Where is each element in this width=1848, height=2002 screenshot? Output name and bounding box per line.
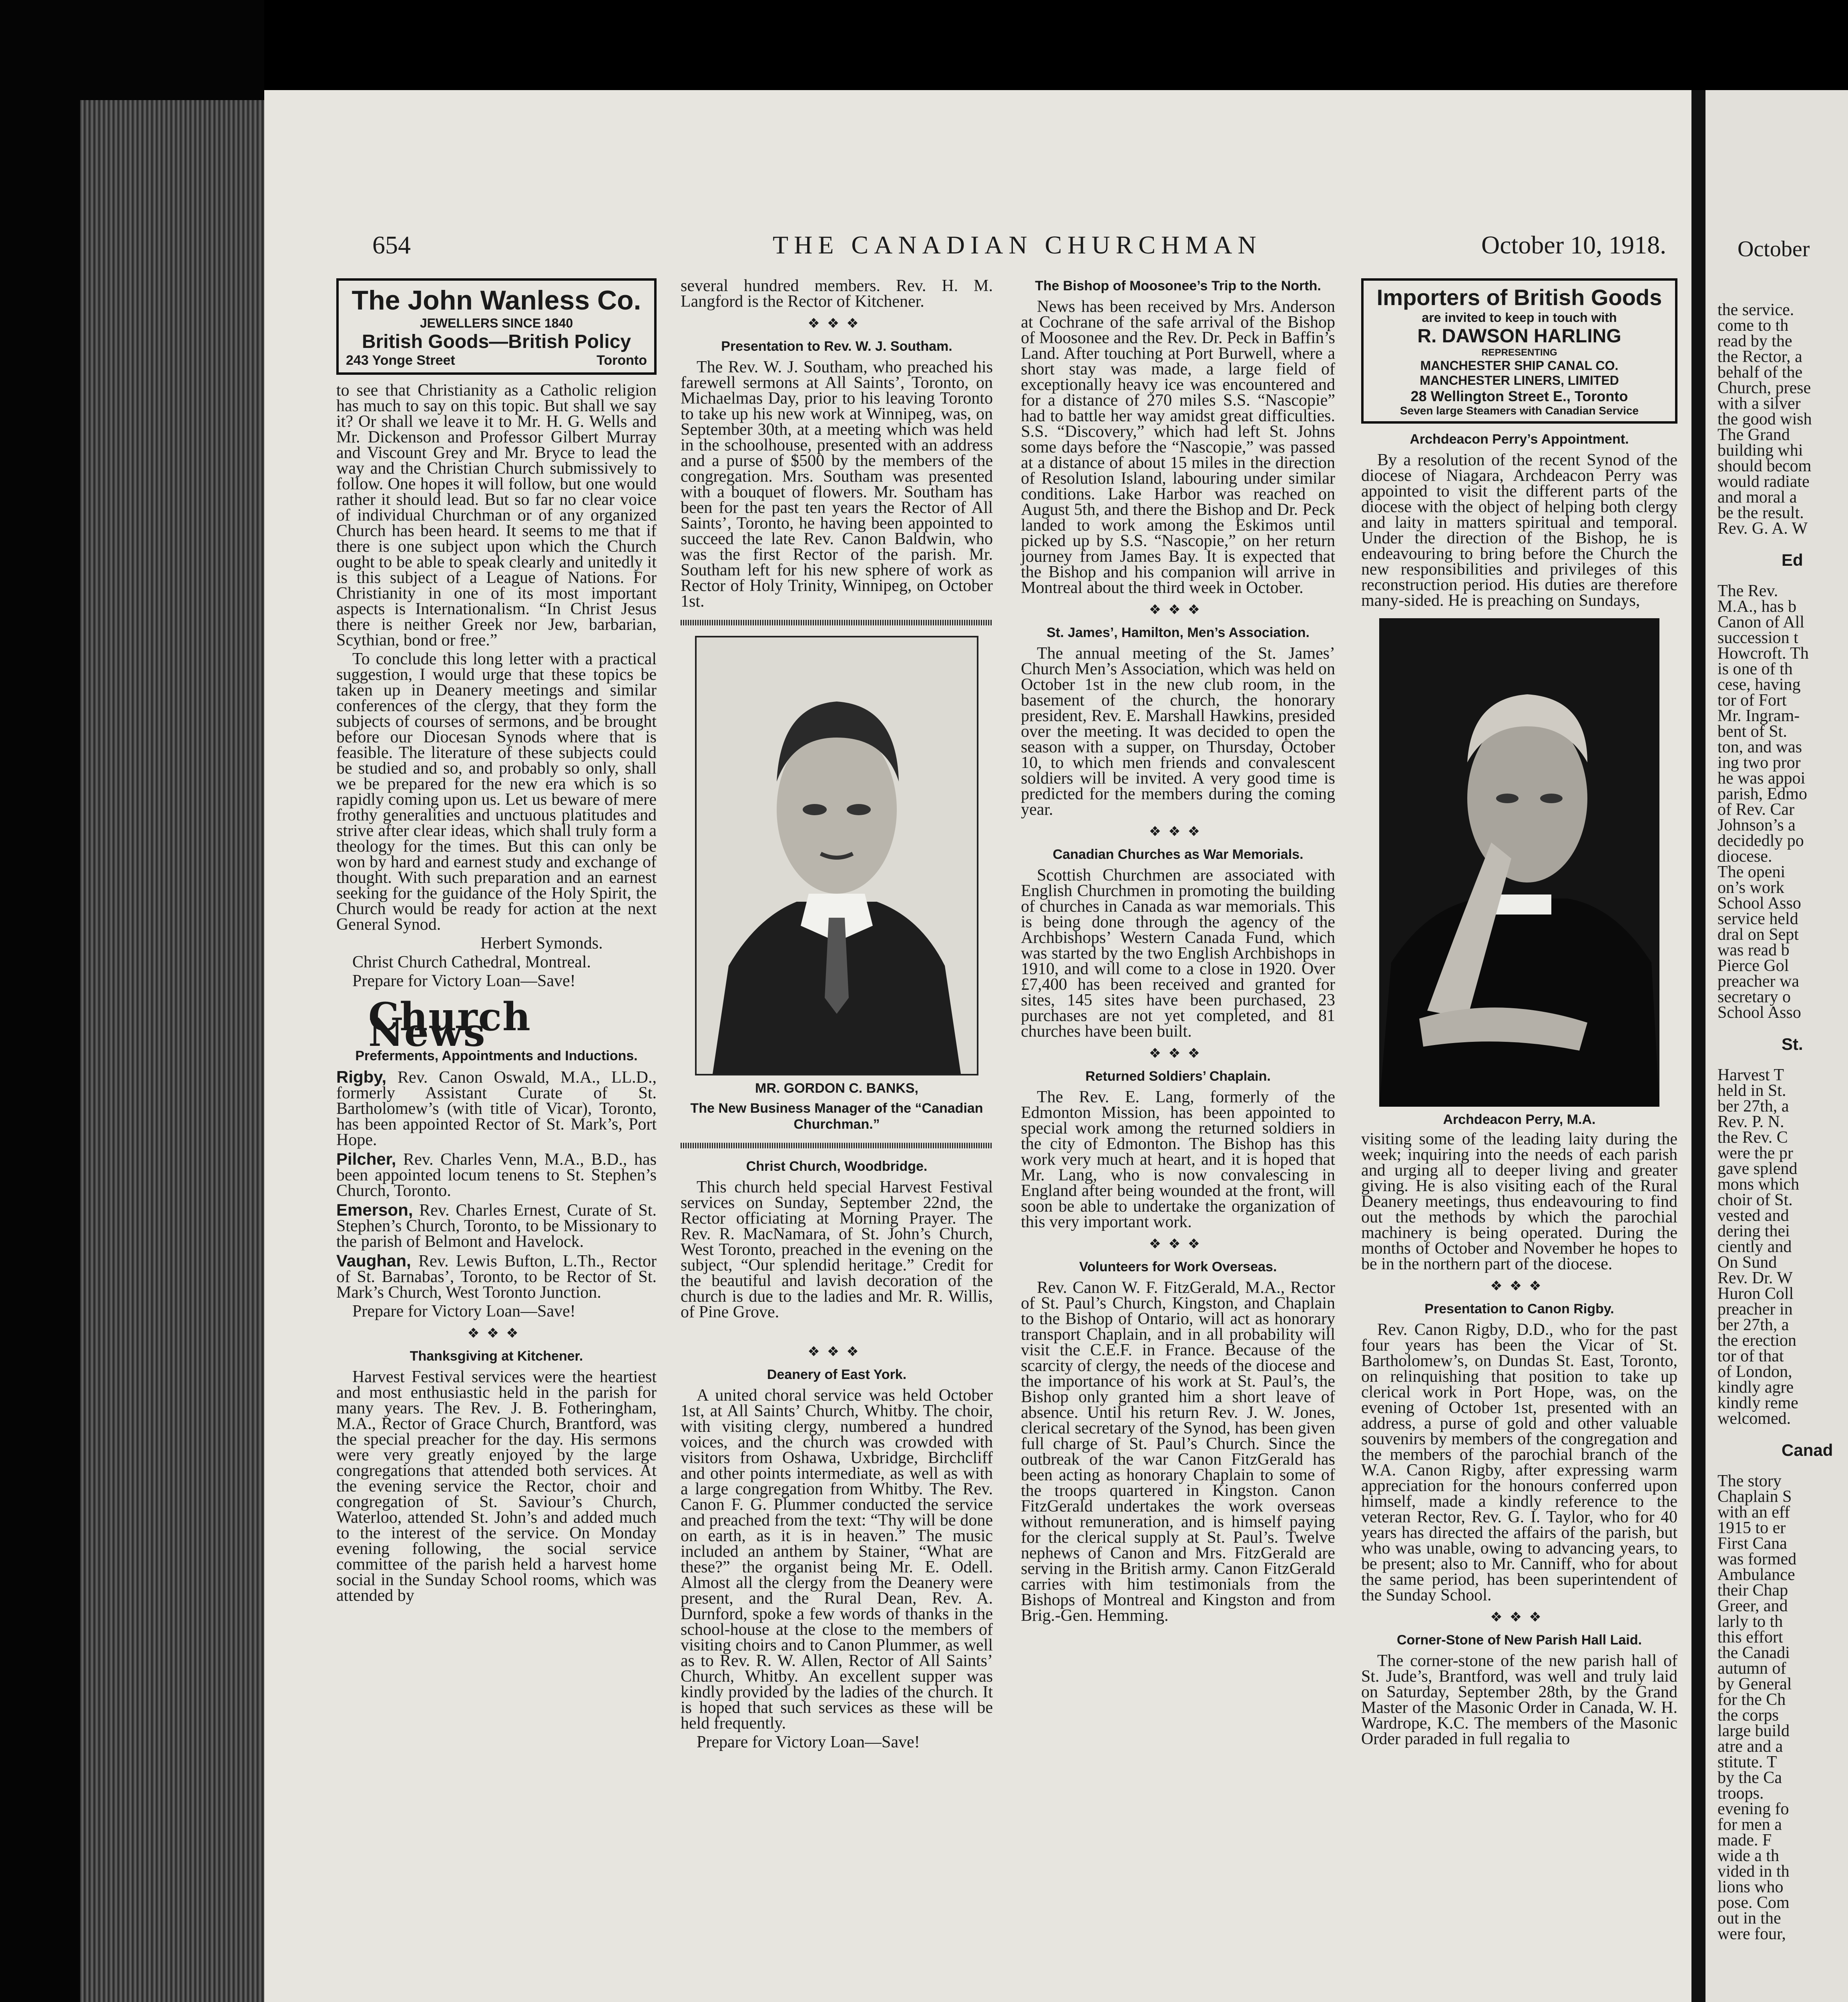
ad-representing: REPRESENTING [1481,347,1557,358]
section-heading: Deanery of East York. [767,1367,907,1382]
adjacent-page-line: would radiate [1717,472,1810,491]
adjacent-page-line: Rev. P. N. [1717,1113,1784,1131]
adjacent-page-line: building whi [1717,441,1803,460]
section-heading: Preferments, Appointments and Inductions. [355,1048,638,1064]
adjacent-page-line: Chaplain S [1717,1487,1792,1506]
adjacent-page-line: the service. [1717,301,1794,319]
ad-title: Importers of British Goods [1376,285,1662,310]
preferment-text: Rev. Charles Ernest, Curate of St. Stephen’s Church, Toronto, to be Missionary to the parish of Belmont and Havelock. [336,1201,657,1251]
ad-company-2: MANCHESTER LINERS, LIMITED [1420,373,1619,388]
adjacent-page-line: On Sund [1717,1253,1777,1272]
adjacent-page-line: stitute. T [1717,1753,1777,1771]
article-text: A united choral service was held October 1st, at All Saints’ Church, Whitby. The choir, with visiting clergy, numbered a hundred voices, and the church was crowded with visitors from Oshawa, Uxbridge, Birchcliff and other points intermediate, as well as with a large congregation from Whitby. The Rev. Canon F. G. Plummer conducted the service and preached from the text: “Thy will be done on earth, as it is in heaven.” The music included an anthem by Stainer, “What are these?” the organist being Mr. E. Odell. Almost all the clergy from the Deanery were present, and the Rural Dean, Rev. A. Durnford, spoke a few words of thanks in the school-house at the close to the members of visiting choirs and to Canon Plummer, as well as to Rev. R. W. Allen, Rector of All Saints’ Church, Whitby. An excellent supper was kindly provided by the ladies of the church. It is hoped that such services as these will be held frequently. [681,1386,993,1733]
adjacent-page-line: ton, and was [1717,738,1802,756]
section-heading: St. James’, Hamilton, Men’s Association. [1047,625,1310,640]
adjacent-page-line: Mr. Ingram- [1717,707,1800,725]
adjacent-page-line [1717,1021,1846,1036]
adjacent-page-line: dering thei [1717,1222,1790,1240]
rule-divider [681,620,993,625]
article-text: The corner-stone of the new parish hall of St. Jude’s, Brantford, was well and truly laid on Saturday, September 28th, by the Grand Master of the Masonic Order in Canada, W. H. Wardrope, K.C. The members of the Masonic Order paraded in full regalia to [1361,1652,1677,1749]
section-heading: Presentation to Canon Rigby. [1424,1301,1614,1317]
adjacent-page-line: should becom [1717,457,1812,475]
adjacent-page-line: The Grand [1717,426,1790,444]
adjacent-page-line: diocese. [1717,847,1772,866]
adjacent-page-line: ber 27th, a [1717,1316,1789,1334]
preferment-entry [336,1069,657,1148]
running-head [264,230,1689,266]
adjacent-page-line: Greer, and [1717,1597,1788,1615]
ornament: ❖❖❖ [1490,1610,1549,1625]
adjacent-page-line: by the Ca [1717,1769,1782,1787]
ad-slogan: British Goods—British Policy [362,331,631,352]
adjacent-page-line: troops. [1717,1784,1764,1803]
adjacent-page-line: mons which [1717,1175,1800,1194]
adjacent-page-line: St. [1782,1035,1803,1053]
adjacent-page-line: First Cana [1717,1534,1787,1553]
adjacent-page-line: Pierce Gol [1717,957,1789,975]
adjacent-page-line: were four, [1717,1925,1786,1943]
ad-address: 243 Yonge Street [346,353,455,368]
ornament: ❖❖❖ [1149,824,1207,839]
preferment-text: Rev. Lewis Bufton, L.Th., Rector of St. Barnabas’, Toronto, to be Rector of St. Mark’s Church, West Toronto Junction. [336,1252,657,1302]
adjacent-page-line: made. F [1717,1831,1772,1849]
adjacent-page-line: come to th [1717,316,1789,335]
adjacent-page-line: the corps [1717,1706,1779,1725]
adjacent-page-line: welcomed. [1717,1409,1791,1428]
adjacent-page-line: Canon of All [1717,613,1804,631]
ad-company-name: The John Wanless Co. [352,285,641,316]
adjacent-page-header: October [1738,237,1810,261]
adjacent-page-line: behalf of the [1717,363,1803,382]
adjacent-page-line: Rev. G. A. W [1717,519,1808,538]
page-number: 654 [372,231,411,259]
adjacent-page-line: on’s work [1717,878,1784,897]
letter-paragraph: To conclude this long letter with a practical suggestion, I would urge that these topics be taken up in Deanery meetings and similar conferences of the clergy, that they form the subjects of courses of sermons, and be brought before our Diocesan Synods where that is feasible. The literature of these subjects could be studied and so, and probably so only, shall we be prepared for the new era which is so rapidly coming upon us. Let us beware of mere frothy generalities and unctuous platitudes and strive after clear ideas, which shall truly form a theology for the times. But this can only be won by hard and earnest study and exchange of thought. With such preparation and an earnest seeking for the guidance of the Holy Spirit, the Church would be ready for action at the next General Synod. [336,650,657,934]
adjacent-page-line: wide a th [1717,1847,1779,1865]
adjacent-page-line: by General [1717,1675,1792,1693]
adjacent-page-line: was formed [1717,1550,1797,1568]
preferment-name: Vaughan, [336,1251,411,1270]
adjacent-page-line: The story [1717,1472,1782,1490]
preferment-entry [336,1253,657,1300]
adjacent-page-line: for the Ch [1717,1690,1786,1709]
adjacent-page-line: held in St. [1717,1081,1786,1100]
adjacent-page-line: the Rector, a [1717,348,1802,366]
letter-paragraph: to see that Christianity as a Catholic religion has much to say on this topic. But shall we say it? Or shall we leave it to Mr. H. G. Wells and Mr. Dickenson and Professor Gilbert Murray and Viscount Grey and Mr. Bryce to lead the way and the Christian Church submissively to follow. One hopes it will follow, but one would rather it should lead. But so far no clear voice of individual Churchman or of any organized Church has been heard. It seems to me that if there is one subject upon which the Church ought to be able to speak clearly and unitedly it is this subject of a League of Nations. For Christianity in one of its most important aspects is Internationalism. “In Christ Jesus there is neither Greek nor Jew, barbarian, Scythian, bond or free.” [336,381,657,650]
ornament: ❖❖❖ [1149,603,1207,617]
column-1 [336,278,657,1607]
adjacent-page-line: ber 27th, a [1717,1097,1789,1116]
adjacent-page-line: gave splend [1717,1160,1798,1178]
preferment-entry [336,1202,657,1250]
section-heading: Corner-Stone of New Parish Hall Laid. [1396,1632,1642,1648]
adjacent-page-line: was read b [1717,941,1790,959]
adjacent-page-line: kindly agre [1717,1378,1794,1397]
section-heading: Presentation to Rev. W. J. Southam. [721,339,952,354]
adjacent-page-line: for men a [1717,1815,1782,1834]
adjacent-page-line: Ambulance [1717,1566,1795,1584]
article-text: Scottish Churchmen are associated with English Churchmen in promoting the building of churches in Canada as war memorials. This is being done through the agency of the Archbishops’ Western Canada Fund, which was started by the two English Archbishops in 1910, and will come to a close in 1920. Over £7,400 has been received and granted for sites, 145 sites have been purchased, 23 purchases are not yet completed, and 81 churches have been built. [1021,866,1335,1041]
adjacent-page-line: Church, prese [1717,379,1811,397]
adjacent-page-line [1717,1458,1846,1473]
adjacent-page-line: large build [1717,1722,1790,1740]
adjacent-page-line: succession t [1717,629,1798,647]
adjacent-page-line: vided in th [1717,1862,1790,1881]
adjacent-page-column [1717,302,1846,1942]
adjacent-page-line: lions who [1717,1878,1784,1896]
victory-loan-notice: Prepare for Victory Loan—Save! [697,1733,920,1751]
adjacent-page-line: ing two pror [1717,754,1801,772]
article-text: The annual meeting of the St. James’ Church Men’s Association, which was held on October 1st in the new club room, in the basement of the church, the honorary president, Rev. E. Marshall Hawkins, presided over the meeting. It was decided to open the season with a supper, on Thursday, October 10, to which men friends and convalescent soldiers will be invited. A very good time is predicted for the members during the coming year. [1021,644,1335,819]
adjacent-page-line: Howcroft. Th [1717,644,1809,663]
adjacent-page-line: be the result. [1717,504,1804,522]
adjacent-page-line: Johnson’s a [1717,816,1796,834]
preferment-entry [336,1151,657,1199]
adjacent-page-line: dral on Sept [1717,925,1799,944]
ad-line: are invited to keep in touch with [1422,310,1617,325]
adjacent-page-line: preacher wa [1717,972,1800,991]
adjacent-page-line: read by the [1717,332,1792,350]
adjacent-page-line: this effort [1717,1628,1783,1646]
adjacent-page-line: Huron Coll [1717,1284,1794,1303]
page-edges [80,100,268,2002]
adjacent-page-line: bent of St. [1717,722,1787,741]
ornament: ❖❖❖ [467,1326,526,1341]
ornament: ❖❖❖ [807,316,866,331]
section-heading: Returned Soldiers’ Chaplain. [1085,1069,1271,1084]
adjacent-page-line: kindly reme [1717,1394,1798,1412]
adjacent-page-line: the Rev. C [1717,1128,1788,1147]
adjacent-page-line: vested and [1717,1206,1789,1225]
adjacent-page-line: decidedly po [1717,832,1804,850]
article-text: By a resolution of the recent Synod of the diocese of Niagara, Archdeacon Perry was appointed to visit the different parts of the diocese with the object of helping both clergy and laity in matters spiritual and temporal. Under the direction of the Bishop, he is endeavouring to bring before the Church the new responsibilities and privileges of this reconstruction period. His duties are therefore many-sided. He is preaching on Sundays, [1361,451,1677,610]
adjacent-page-line: tor of Fort [1717,691,1787,710]
ad-address-row [346,353,647,368]
adjacent-page-line: and moral a [1717,488,1797,507]
adjacent-page-line: the erection [1717,1331,1797,1350]
wanless-advertisement [336,278,657,375]
adjacent-page-line: atre and a [1717,1737,1783,1756]
article-text: Harvest Festival services were the heartiest and most enthusiastic held in the parish for many years. The Rev. J. B. Fotheringham, M.A., Rector of Grace Church, Brantford, was the special preacher for the day. His sermons were very greatly enjoyed by the large congregations that attended both services. At the evening service the Rector, choir and congregation of St. Saviour’s Church, Waterloo, attended St. John’s and added much to the interest of the service. On Monday evening following, the social service committee of the parish held a harvest home social in the Sunday School rooms, which was attended by [336,1368,657,1605]
harling-advertisement [1361,278,1677,424]
signature-name: Herbert Symonds. [480,934,603,953]
section-heading: Volunteers for Work Overseas. [1079,1259,1277,1274]
article-text: News has been received by Mrs. Anderson at Cochrane of the safe arrival of the Bishop of Moosonee and the Rev. Dr. Peck in Baffin’s Land. After touching at Port Burwell, where a short stay was made, a large field of exceptionally heavy ice was encountered and for a distance of 270 miles S.S. “Nascopie” had to battle her way amidst great difficulties. S.S. “Discovery,” which had left St. Johns some days before the “Nascopie,” was passed at a distance of about 15 miles in the direction of Resolution Island, labouring under similar conditions. Lake Harbor was reached on August 5th, and there the Bishop and Dr. Peck landed to work among the Eskimos until picked up by S.S. “Nascopie,” on her return journey from James Bay. It is expected that the Bishop and his companion will arrive in Montreal about the third week in October. [1021,297,1335,597]
adjacent-page-line: 1915 to er [1717,1519,1786,1537]
adjacent-page-line: larly to th [1717,1612,1783,1631]
adjacent-page-line: Rev. Dr. W [1717,1269,1793,1287]
adjacent-page-line: choir of St. [1717,1191,1793,1209]
rule-divider [681,1143,993,1148]
article-text: The Rev. W. J. Southam, who preached his farewell sermons at All Saints’, Toronto, on Michaelmas Day, prior to his leaving Toronto to take up his new work at Winnipeg, was, on September 30th, at a meeting which was held in the schoolhouse, presented with an address and a purse of $500 by the members of the congregation. Mrs. Southam was presented with a bouquet of flowers. Mr. Southam has been for the past ten years the Rector of All Saints’, Toronto, he having been appointed to succeed the late Rev. Canon Baldwin, who was the first Rector of the parish. Mr. Southam left for his new sphere of work as Rector of Holy Trinity, Winnipeg, on October 1st. [681,358,993,611]
signature-place: Christ Church Cathedral, Montreal. [352,953,591,972]
article-text: The Rev. E. Lang, formerly of the Edmonton Mission, has been appointed to special work among the returned soldiers in the city of Edmonton. The Bishop has this work very much at heart, and it is hoped that Mr. Lang, who is now convalescing in England after being wounded at the front, will soon be able to undertake the organization of this very important work. [1021,1088,1335,1231]
adjacent-page-line: out in the [1717,1909,1781,1928]
photo-caption: Archdeacon Perry, M.A. [1443,1112,1596,1128]
portrait-photo-banks [695,636,978,1075]
adjacent-page-line: Harvest T [1717,1066,1784,1084]
portrait-figure [1379,618,1659,1107]
ornament: ❖❖❖ [807,1345,866,1359]
preferment-text: Rev. Charles Venn, M.A., B.D., has been appointed locum tenens to St. Stephen’s Church, Toronto. [336,1150,657,1200]
newspaper-page [264,90,1721,2002]
ad-steamers: Seven large Steamers with Canadian Service [1400,404,1639,417]
adjacent-page-line: The Rev. [1717,582,1778,600]
adjacent-page-line: he was appoi [1717,769,1806,788]
ad-tagline: JEWELLERS SINCE 1840 [420,316,573,331]
ad-city: Toronto [597,353,647,368]
adjacent-page-line: pose. Com [1717,1893,1790,1912]
adjacent-page-line: their Chap [1717,1581,1788,1600]
adjacent-page-line: secretary o [1717,988,1791,1006]
victory-loan-notice: Prepare for Victory Loan—Save! [352,1302,576,1321]
adjacent-page-line [1717,568,1846,583]
adjacent-page-line: M.A., has b [1717,597,1797,616]
adjacent-page-line: Canad [1782,1441,1833,1459]
portrait-photo-perry [1379,618,1659,1107]
adjacent-page-line: evening fo [1717,1800,1789,1818]
adjacent-page-line: service held [1717,910,1798,928]
column-4 [1361,278,1677,1750]
adjacent-page-line [1717,537,1846,552]
page-gutter [1691,90,1705,2002]
ad-address: 28 Wellington Street E., Toronto [1410,388,1628,404]
ornament: ❖❖❖ [1149,1046,1207,1061]
adjacent-page-line: is one of th [1717,660,1793,678]
adjacent-page-line: cese, having [1717,675,1801,694]
preferment-name: Pilcher, [336,1150,396,1169]
section-heading: Thanksgiving at Kitchener. [410,1349,583,1364]
adjacent-page-line: the Canadi [1717,1644,1790,1662]
preferment-text: Rev. Canon Oswald, M.A., LL.D., formerly Assistant Curate of St. Bartholomew’s (with title of Vicar), Toronto, has been appointed Rector of St. Mark’s, Port Hope. [336,1068,657,1150]
photo-caption-title: The New Business Manager of the “Canadian Churchman.” [690,1101,983,1132]
adjacent-page-line: with a silver [1717,394,1801,413]
photo-caption-name: MR. GORDON C. BANKS, [755,1081,918,1096]
masthead-title: THE CANADIAN CHURCHMAN [773,231,1262,259]
ad-company-1: MANCHESTER SHIP CANAL CO. [1420,358,1619,373]
article-text: visiting some of the leading laity during the week; inquiring into the needs of each parish and urging all to deeper living and greater giving. He is also visiting each of the Rural Deanery meetings, thus endeavouring to find out the methods by which the parochial machinery is being operated. During the months of October and November he hopes to be in the northern part of the diocese. [1361,1130,1677,1274]
column-2 [681,278,993,1753]
section-heading: Christ Church, Woodbridge. [746,1159,928,1174]
adjacent-page-line: of Rev. Car [1717,800,1795,819]
article-text: several hundred members. Rev. H. M. Langford is the Rector of Kitchener. [681,277,993,311]
church-news-heading: Church News [368,994,531,1055]
adjacent-page [1705,90,1848,2002]
section-heading: The Bishop of Moosonee’s Trip to the North. [1035,278,1321,293]
ornament: ❖❖❖ [1490,1279,1549,1294]
article-text: This church held special Harvest Festival services on Sunday, September 22nd, the Rector officiating at Morning Prayer. The Rev. R. MacNamara, of St. John’s Church, West Toronto, preached in the evening on the subject, “Our splendid heritage.” Credit for the beautiful and lavish decoration of the church is due to the ladies and Mr. R. Willis, of Pine Grove. [681,1178,993,1321]
adjacent-page-line: parish, Edmo [1717,785,1807,803]
adjacent-page-line: tor of that [1717,1347,1784,1365]
ornament: ❖❖❖ [1149,1237,1207,1252]
adjacent-page-line: The openi [1717,863,1786,881]
adjacent-page-line: autumn of [1717,1659,1786,1678]
article-text: Rev. Canon Rigby, D.D., who for the past four years has been the Vicar of St. Bartholomew’s, on Dundas St. East, Toronto, on relinquishing that position to take up clerical work in Port Hope, was, on the evening of October 1st, presented with an address, a purse of gold and other valuable souvenirs by members of the congregation and the members of the parochial branch of the W.A. Canon Rigby, after expressing warm appreciation for the honours conferred upon himself, made a kindly reference to the veteran Rector, Rev. G. I. Taylor, who for 40 years has directed the affairs of the parish, but who was unable, owing to advancing years, to be present; also to Mr. Canniff, who for about the same period, has been superintendent of the Sunday School. [1361,1321,1677,1605]
article-text: Rev. Canon W. F. FitzGerald, M.A., Rector of St. Paul’s Church, Kingston, and Chaplain to the Bishop of Ontario, will act as honorary transport Chaplain, and in all probability will visit the C.E.F. in France. Because of the scarcity of clergy, the needs of the diocese and the importance of his work at St. Paul’s, the Bishop only granted him a short leave of absence. Until his return Rev. J. W. Jones, clerical secretary of the Synod, has been given full charge of St. Paul’s Church. Since the outbreak of the war Canon FitzGerald has been acting as honorary Chaplain to some of the troops quartered in Kingston. Canon FitzGerald undertakes the work overseas without remuneration, and is himself paying for the clerical supply at St. Paul’s. Twelve nephews of Canon and Mrs. FitzGerald are serving in the British army. Canon FitzGerald carries with him testimonials from the Bishops of Montreal and Kingston and from Brig.-Gen. Hemming. [1021,1278,1335,1625]
adjacent-page-line: ciently and [1717,1238,1792,1256]
adjacent-page-line: Ed [1782,551,1803,569]
adjacent-page-line: preacher in [1717,1300,1793,1319]
victory-loan-notice: Prepare for Victory Loan—Save! [352,972,576,991]
portrait-figure [697,637,977,1074]
issue-date: October 10, 1918. [1481,231,1667,259]
adjacent-page-line: with an eff [1717,1503,1790,1522]
adjacent-page-line: were the pr [1717,1144,1793,1162]
adjacent-page-line: the good wish [1717,410,1812,428]
adjacent-page-line: School Asso [1717,1003,1801,1022]
ad-representative: R. DAWSON HARLING [1417,326,1621,347]
adjacent-page-line: School Asso [1717,894,1801,913]
preferment-name: Emerson, [336,1200,413,1220]
preferment-name: Rigby, [336,1067,387,1087]
adjacent-page-line: of London, [1717,1363,1792,1381]
section-heading: Archdeacon Perry’s Appointment. [1410,432,1629,447]
adjacent-page-line [1717,1052,1846,1067]
column-3 [1021,278,1335,1627]
section-heading: Canadian Churches as War Memorials. [1053,847,1304,862]
adjacent-page-line [1717,1427,1846,1442]
